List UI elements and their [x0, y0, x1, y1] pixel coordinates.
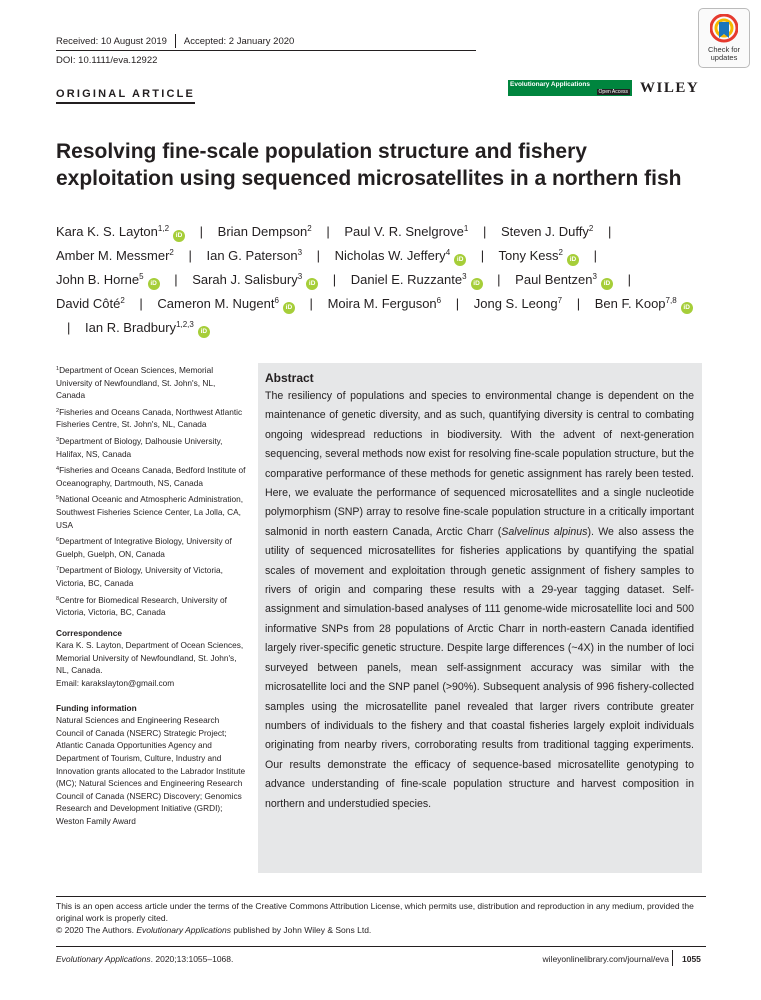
open-access-badge: Open Access — [598, 89, 628, 95]
affiliation — [56, 364, 246, 402]
author-affiliation-number: 3 — [592, 272, 597, 281]
affiliation — [56, 435, 246, 460]
article-title: Resolving fine-scale population structure and fishery exploitation using sequenced microsatellites in a northern fish — [56, 140, 682, 190]
bookmark-icon — [710, 14, 738, 44]
affiliation — [56, 535, 246, 560]
author-separator: | — [482, 224, 487, 239]
article-dates — [56, 36, 294, 48]
affiliation-text: Centre for Biomedical Research, University of Victoria, Victoria, BC, Canada — [56, 594, 227, 618]
affiliation — [56, 406, 246, 431]
footer-rule-bottom — [56, 946, 706, 947]
author-name: Nicholas W. Jeffery — [334, 248, 446, 263]
abstract-text-part2: ). We also assess the utility of sequenced microsatellites for fisheries applications by quantifying the spatial scales of movement and exploitation through genetic assignment of fishery samples to rivers of origin and comparing these results with a 29-year tagging dataset. Self-assignment and simulation-based analyses of 111 genome-wide microsatellite loci and 500 informative SNPs from 28 populations of Arctic Charr in north-eastern Canada identified largely river-specific genetic structure. Despite large differences (~4X) in the number of loci surveyed between panels, mean self-assignment accuracy was similar with the microsatellite loci and the SNP panel (>90%). Subsequent analysis of 996 fishery-collected samples using the microsatellite panel revealed that larger rivers contribute greater numbers of individuals to the fishery and that coastal fisheries largely exploit individuals originating from nearby rivers, corroborating results from traditional tagging experiments. Our results demonstrate the efficacy of sequence-based microsatellite genotyping to advance understanding of fine-scale population structure and harvest composition in northern and understudied species. — [265, 525, 694, 810]
author-name: Paul V. R. Snelgrove — [344, 224, 464, 239]
author-affiliation-number: 2 — [588, 224, 594, 233]
author-separator: | — [497, 272, 501, 287]
footer-journal: Evolutionary Applications — [56, 954, 151, 964]
author-separator: | — [309, 296, 313, 311]
author-affiliation-number: 2 — [558, 248, 563, 257]
author-affiliation-number: 6 — [436, 296, 442, 305]
author — [474, 296, 562, 311]
author-affiliation-number: 3 — [297, 272, 303, 281]
affiliation — [56, 493, 246, 531]
affiliation-number: 1 — [56, 366, 60, 372]
author — [344, 224, 468, 239]
sidebar — [56, 364, 246, 828]
funding-text: Natural Sciences and Engineering Research Council of Canada (NSERC) Strategic Project; Atlantic Canada Opportunities Agency and Department of Tourism, Culture, Industry and Innovation grants allocated to the Labrador Institute (MC); Natural Sciences and Engineering Research Council of Canada (NSERC) Discovery; Genomics Research and Development Initiative (GRDI); Weston Family Award — [56, 715, 246, 826]
author-affiliation-number: 2 — [169, 248, 174, 257]
author-affiliation-number: 6 — [274, 296, 279, 305]
copyright-journal: Evolutionary Applications — [136, 925, 231, 935]
article-type: ORIGINAL ARTICLE — [56, 88, 195, 104]
author-affiliation-number: 1 — [463, 224, 469, 233]
author — [501, 224, 593, 239]
date-divider — [175, 34, 176, 48]
orcid-icon[interactable]: iD — [601, 278, 613, 290]
orcid-icon[interactable]: iD — [198, 326, 210, 338]
author-separator: | — [593, 248, 597, 263]
author-name: David Côté — [56, 296, 121, 311]
author-name: Kara K. S. Layton — [56, 224, 158, 239]
license-text: This is an open access article under the terms of the Creative Commons Attribution License, which permits use, distribution and reproduction in any medium, provided the original work is properly cited. — [56, 901, 694, 923]
author-affiliation-number: 5 — [139, 272, 144, 281]
affiliation-text: Fisheries and Oceans Canada, Bedford Institute of Oceanography, Dartmouth, NS, Canada — [56, 465, 246, 488]
author-affiliation-number: 7,8 — [665, 296, 677, 305]
orcid-icon[interactable]: iD — [306, 278, 318, 290]
author — [207, 248, 303, 263]
affiliation-text: National Oceanic and Atmospheric Administration, Southwest Fisheries Science Center, La Jolla, CA, USA — [56, 494, 244, 530]
journal-logo-name: Evolutionary Applications — [510, 81, 590, 88]
affiliation — [56, 594, 246, 619]
author — [56, 296, 125, 311]
species-name: Salvelinus alpinus — [501, 525, 588, 538]
author-name: Amber M. Messmer — [56, 248, 170, 263]
author-affiliation-number: 2 — [307, 224, 312, 233]
author-separator: | — [139, 296, 143, 311]
author-separator: | — [316, 248, 321, 263]
author — [157, 296, 295, 311]
author-name: Paul Bentzen — [515, 272, 593, 287]
author — [328, 296, 442, 311]
affiliation-text: Department of Integrative Biology, University of Guelph, Guelph, ON, Canada — [56, 536, 232, 559]
author — [56, 248, 174, 263]
copyright-suffix: published by John Wiley & Sons Ltd. — [230, 925, 372, 935]
abstract-heading: Abstract — [265, 371, 314, 385]
author — [335, 248, 466, 263]
author-separator: | — [67, 320, 71, 335]
author-affiliation-number: 2 — [120, 296, 125, 305]
author-affiliation-number: 3 — [297, 248, 303, 257]
license-notice — [56, 900, 716, 936]
author-separator: | — [174, 272, 178, 287]
author — [56, 224, 185, 239]
author — [56, 272, 160, 287]
page-number: 1055 — [682, 954, 701, 964]
affiliation-number: 2 — [56, 407, 60, 414]
author-name: Tony Kess — [498, 248, 559, 263]
author-affiliation-number: 1,2 — [157, 224, 170, 233]
author-separator: | — [607, 224, 612, 239]
correspondence-heading: Correspondence — [56, 627, 122, 638]
author — [192, 272, 318, 287]
author-name: Brian Dempson — [217, 224, 308, 239]
footer-citation — [56, 954, 233, 964]
author-separator: | — [199, 224, 204, 239]
affiliation-text: Department of Biology, University of Victoria, Victoria, BC, Canada — [56, 565, 223, 588]
author — [515, 272, 613, 287]
check-updates-label: Check for updates — [707, 45, 741, 62]
affiliation-number: 4 — [56, 466, 60, 473]
orcid-icon[interactable]: iD — [681, 302, 693, 314]
author-list — [56, 220, 706, 340]
orcid-icon[interactable]: iD — [567, 254, 579, 266]
author-affiliation-number: 3 — [462, 272, 467, 281]
author-name: Daniel E. Ruzzante — [350, 272, 463, 287]
affiliation-number: 7 — [56, 566, 60, 573]
footer-divider — [672, 950, 673, 966]
author-name: Cameron M. Nugent — [157, 296, 275, 311]
author-separator: | — [480, 248, 485, 263]
author-name: Moira M. Ferguson — [327, 296, 437, 311]
author — [595, 296, 693, 311]
affiliation-text: Fisheries and Oceans Canada, Northwest Atlantic Fisheries Centre, St. John's, NL, Canada — [56, 406, 243, 430]
orcid-icon[interactable]: iD — [454, 254, 466, 266]
author-affiliation-number: 7 — [557, 296, 563, 305]
author-separator: | — [326, 224, 330, 239]
footer-url[interactable]: wileyonlinelibrary.com/journal/eva — [542, 954, 669, 964]
affiliation-number: 5 — [56, 495, 60, 502]
author-name: Ian G. Paterson — [206, 248, 298, 263]
author-separator: | — [332, 272, 337, 287]
accepted-date: Accepted: 2 January 2020 — [183, 36, 295, 47]
correspondence-email[interactable]: Email: karakslayton@gmail.com — [56, 678, 175, 689]
affiliation-text: Department of Biology, Dalhousie University, Halifax, NS, Canada — [56, 435, 223, 459]
author — [351, 272, 483, 287]
abstract-box — [258, 363, 702, 873]
funding-heading: Funding information — [56, 702, 137, 713]
header-rule — [56, 50, 476, 51]
author-name: Ben F. Koop — [594, 296, 666, 311]
author — [85, 320, 210, 335]
author-separator: | — [188, 248, 192, 263]
copyright-line — [56, 924, 716, 936]
author-name: Sarah J. Salisbury — [192, 272, 298, 287]
journal-logo[interactable] — [508, 80, 632, 96]
author-name: Jong S. Leong — [473, 296, 558, 311]
orcid-icon[interactable]: iD — [471, 278, 483, 290]
author — [218, 224, 312, 239]
author-name: Ian R. Bradbury — [85, 320, 177, 335]
author — [499, 248, 579, 263]
author-affiliation-number: 4 — [445, 248, 451, 257]
footer-volume: . 2020;13:1055–1068. — [150, 954, 234, 964]
affiliation-number: 3 — [56, 436, 60, 443]
received-date: Received: 10 August 2019 — [56, 36, 167, 47]
check-for-updates-badge[interactable] — [698, 8, 750, 68]
publisher-logo[interactable]: WILEY — [640, 80, 700, 96]
orcid-icon[interactable]: iD — [173, 230, 185, 242]
author-name: Steven J. Duffy — [500, 224, 589, 239]
author-separator: | — [576, 296, 581, 311]
affiliation-text: Department of Ocean Sciences, Memorial University of Newfoundland, St. John's, NL, Canada — [56, 365, 216, 401]
abstract-text — [265, 387, 694, 814]
correspondence-text: Kara K. S. Layton, Department of Ocean Sciences, Memorial University of Newfoundland, St. John's, NL, Canada. — [56, 640, 244, 676]
orcid-icon[interactable]: iD — [283, 302, 295, 314]
affiliation-number: 8 — [56, 595, 60, 602]
author-separator: | — [627, 272, 631, 287]
author-affiliation-number: 1,2,3 — [176, 320, 194, 329]
copyright-prefix: © 2020 The Authors. — [56, 925, 137, 935]
affiliation-list — [56, 364, 246, 619]
abstract-text-part1: The resiliency of populations and species to environmental change is dependent on the maintenance of genetic diversity, and as such, quantifying diversity is central to combating ongoing widespread reductions in biodiversity. With the advent of next-generation sequencing, several methods now exist for resolving fine-scale population structure, but the comparative performance of these methods for genetic assignment has rarely been tested. Here, we evaluate the performance of sequenced microsatellites and a single nucleotide polymorphism (SNP) array to resolve fine-scale population structure in a critically important salmonid in north eastern Canada, Arctic Charr ( — [265, 390, 694, 538]
author-name: John B. Horne — [56, 272, 140, 287]
orcid-icon[interactable]: iD — [148, 278, 160, 290]
affiliation-number: 6 — [56, 537, 60, 544]
doi[interactable]: DOI: 10.1111/eva.12922 — [56, 55, 158, 66]
affiliation — [56, 564, 246, 589]
affiliation — [56, 464, 246, 489]
footer-rule — [56, 896, 706, 897]
author-separator: | — [455, 296, 460, 311]
